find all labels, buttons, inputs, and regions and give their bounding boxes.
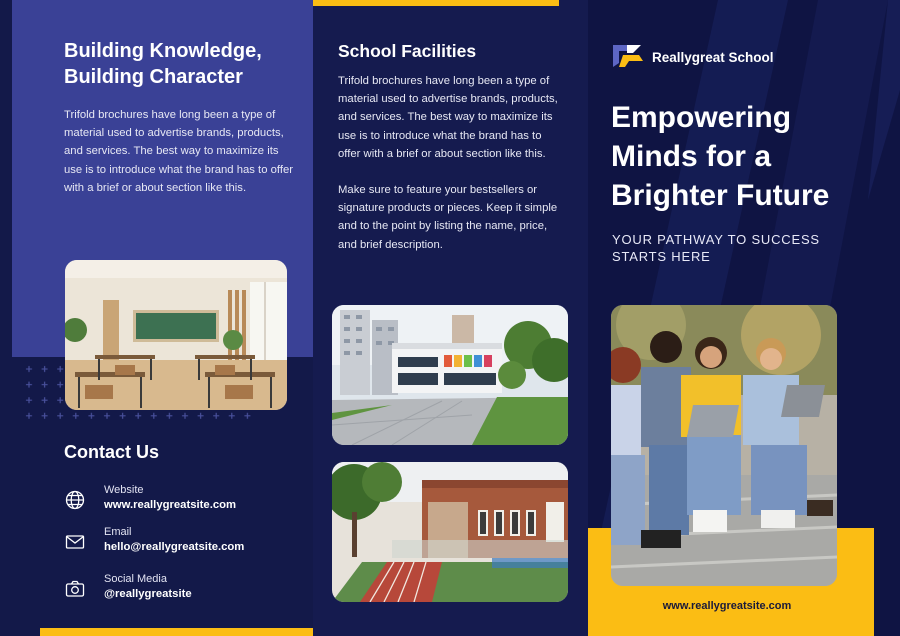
school-track-photo [332,462,568,602]
footer-website-link[interactable]: www.reallygreatsite.com [662,600,792,612]
brand-lockup [613,45,774,69]
panel-left [0,0,313,636]
panel-middle-body [338,72,563,254]
tagline-line-1: YOUR PATHWAY TO SUCCESS [612,232,820,247]
facilities-paragraph-2: Make sure to feature your bestsellers or signature products or pieces. Keep it simple and to the point by listing the name, price, and brief description. [338,184,558,251]
title-line-2: Building Character [64,66,243,88]
yellow-top-bar [313,0,559,6]
hero-heading [611,98,871,215]
panel-middle-title: School Facilities [338,41,477,61]
panel-left-title [64,38,304,90]
contact-email [64,525,244,555]
brand-name: Reallygreat School [652,49,774,65]
contact-website [64,483,236,513]
students-photo [611,305,837,586]
panel-left-body: Trifold brochures have long been a type of material used to advertise brands, products, and services. The best way to maximize its use is to introduce what the brand has to offer with a brief or about section like this. [64,109,294,194]
panel-middle [313,0,588,636]
facilities-paragraph-1: Trifold brochures have long been a type of material used to advertise brands, products, and services. The best way to maximize its use is to introduce what the brand has to offer with a brief or about section like this. [338,75,558,160]
title-line-1: Building Knowledge, [64,40,262,62]
tagline [612,231,852,265]
mail-icon [64,531,86,553]
website-link[interactable]: www.reallygreatsite.com [104,499,237,511]
email-label: Email [104,526,132,538]
contact-social [64,572,192,602]
email-link[interactable]: hello@reallygreatsite.com [104,541,245,553]
hero-line-1: Empowering [611,101,792,134]
panel-right-cover [588,0,900,636]
hero-line-3: Brighter Future [611,179,830,212]
classroom-photo [65,260,287,410]
social-label: Social Media [104,573,167,585]
tagline-line-2: STARTS HERE [612,249,711,264]
yellow-accent-bar [40,628,313,636]
hero-line-2: Minds for a [611,140,772,173]
contact-title: Contact Us [64,442,160,462]
globe-icon [64,489,86,511]
social-handle[interactable]: @reallygreatsite [104,588,192,600]
website-label: Website [104,484,144,496]
school-building-photo [332,305,568,445]
school-logo-icon [613,45,643,69]
camera-icon [64,578,86,600]
